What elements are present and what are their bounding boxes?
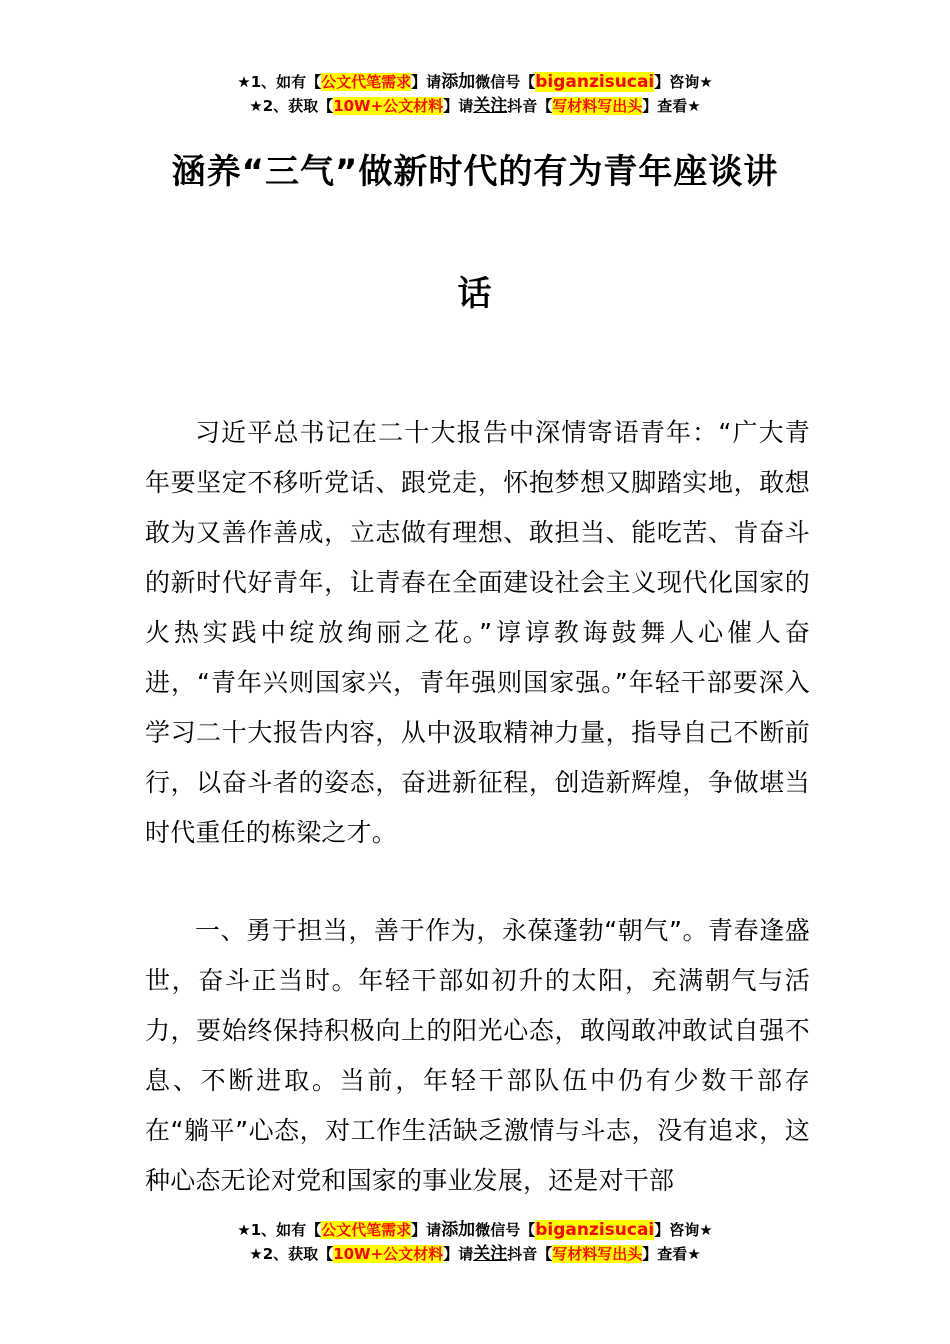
promo-text: 】查看★ [642, 1245, 701, 1263]
promo-text: 】请 [443, 1245, 474, 1263]
document-title: 涵养“三气”做新时代的有为青年座谈讲 [171, 152, 779, 192]
promo-text: 】咨询★ [654, 73, 713, 91]
document-title-continued: 话 [457, 274, 493, 314]
promo-highlight: 10W+公文材料 [333, 1245, 444, 1263]
promo-text: 】请 [411, 73, 442, 91]
promo-banner-top [0, 70, 950, 118]
promo-line-1 [0, 1218, 950, 1242]
promo-emphasis: 添加 [441, 72, 476, 92]
promo-wechat-id: biganzisucai [535, 72, 655, 92]
promo-text: 微信号【 [475, 73, 536, 91]
promo-douyin-id: 写材料写出头 [552, 97, 643, 115]
promo-highlight: 公文代笔需求 [321, 73, 412, 91]
promo-line-2 [0, 1242, 950, 1266]
promo-text: ★2、获取【 [249, 1245, 334, 1263]
promo-text: ★1、如有【 [237, 73, 322, 91]
promo-text: 】咨询★ [654, 1221, 713, 1239]
promo-text: 抖音【 [507, 1245, 553, 1263]
promo-wechat-id: biganzisucai [535, 1220, 655, 1240]
promo-text: 微信号【 [475, 1221, 536, 1239]
promo-text: 抖音【 [507, 97, 553, 115]
promo-text: 】请 [411, 1221, 442, 1239]
promo-text: ★1、如有【 [237, 1221, 322, 1239]
promo-emphasis: 添加 [441, 1220, 476, 1240]
promo-highlight: 10W+公文材料 [333, 97, 444, 115]
promo-text: 】请 [443, 97, 474, 115]
promo-line-2 [0, 94, 950, 118]
promo-emphasis: 关注 [473, 1244, 508, 1264]
promo-text: ★2、获取【 [249, 97, 334, 115]
body-paragraph: 一、勇于担当，善于作为，永葆蓬勃“朝气”。青春逢盛世，奋斗正当时。年轻干部如初升的太阳，充满朝气与活力，要始终保持积极向上的阳光心态，敢闯敢冲敢试自强不息、不断进取。当前，年轻干部队伍中仍有少数干部存在“躺平”心态，对工作生活缺乏激情与斗志，没有追求，这种心态无论对党和国家的事业发展，还是对干部 [145, 916, 810, 1195]
promo-highlight: 公文代笔需求 [321, 1221, 412, 1239]
promo-banner-bottom [0, 1218, 950, 1266]
body-paragraph: 习近平总书记在二十大报告中深情寄语青年：“广大青年要坚定不移听党话、跟党走，怀抱梦想又脚踏实地，敢想敢为又善作善成，立志做有理想、敢担当、能吃苦、肯奋斗的新时代好青年，让青春在全面建设社会主义现代化国家的火热实践中绽放绚丽之花。”谆谆教诲鼓舞人心催人奋进，“青年兴则国家兴，青年强则国家强。”年轻干部要深入学习二十大报告内容，从中汲取精神力量，指导自己不断前行，以奋斗者的姿态，奋进新征程，创造新辉煌，争做堪当时代重任的栋梁之才。 [145, 418, 810, 847]
promo-line-1 [0, 70, 950, 94]
promo-text: 】查看★ [642, 97, 701, 115]
promo-douyin-id: 写材料写出头 [552, 1245, 643, 1263]
promo-emphasis: 关注 [473, 96, 508, 116]
